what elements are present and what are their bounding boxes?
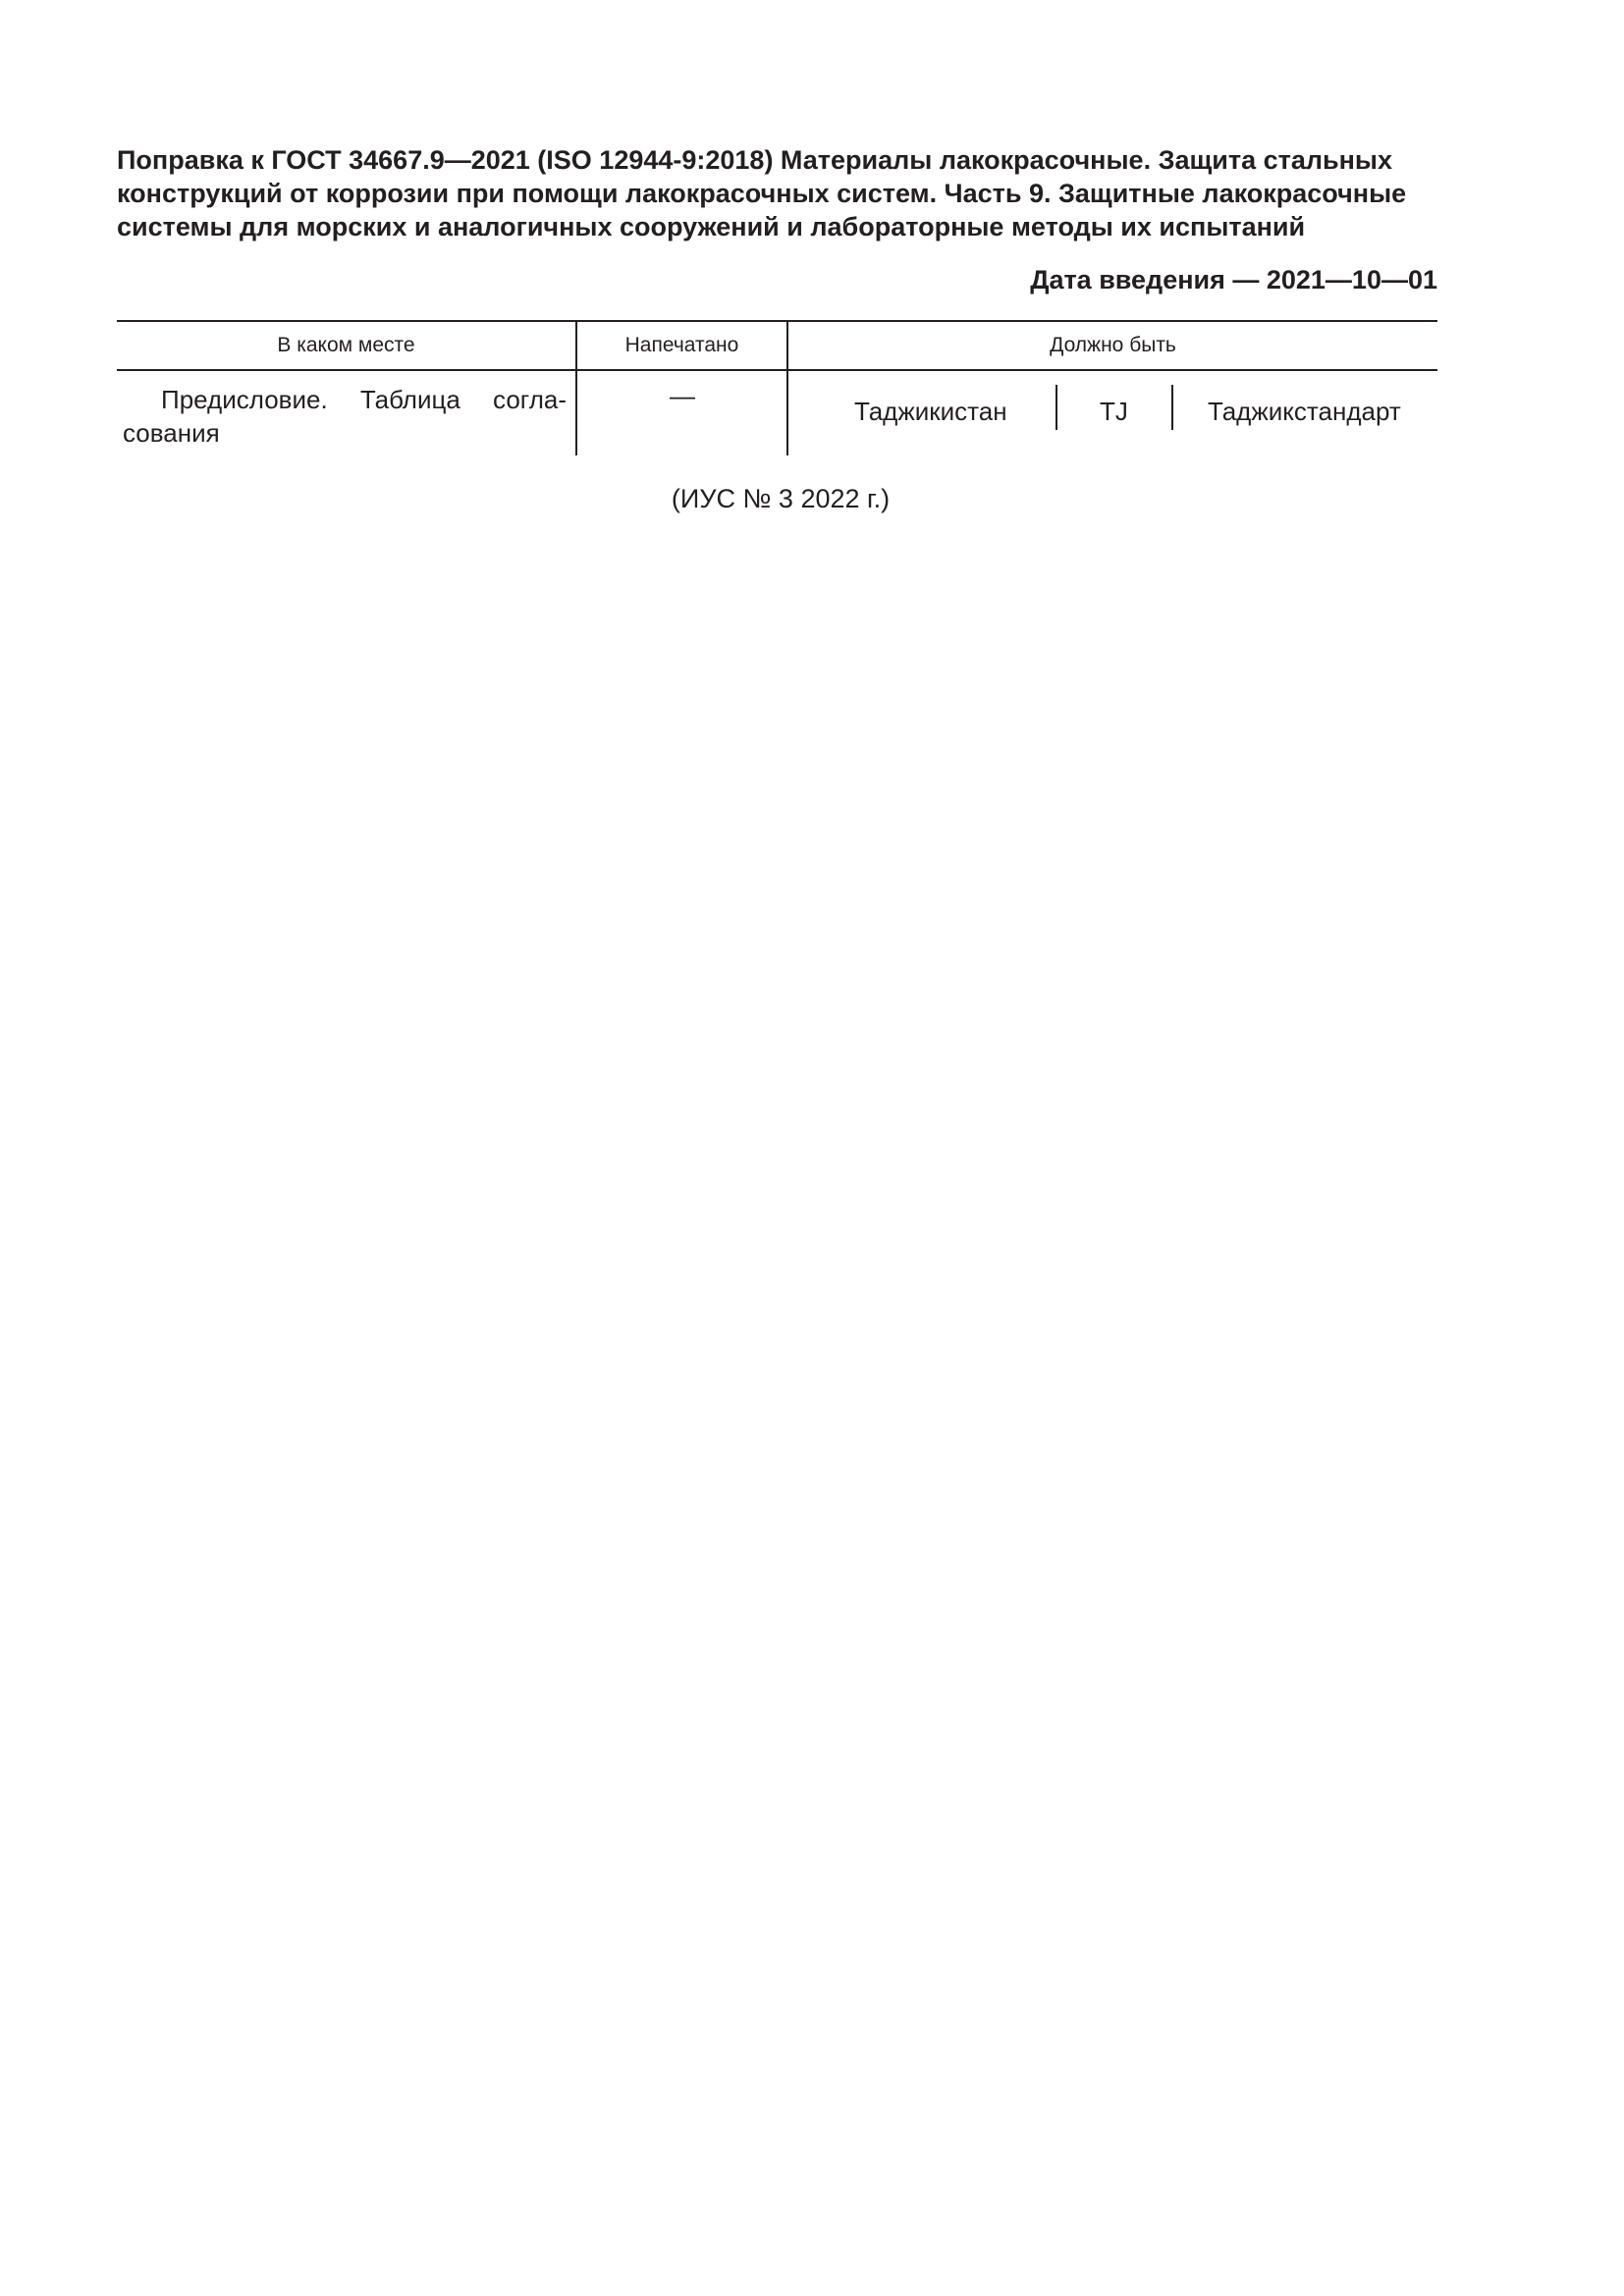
header-place: В каком месте bbox=[277, 334, 415, 356]
table-top-rule bbox=[117, 320, 1437, 322]
should-be-organization: Таджикстандарт bbox=[1208, 397, 1401, 426]
should-be-divider bbox=[1056, 385, 1057, 430]
place-word: Предисловие. bbox=[161, 385, 328, 414]
table-row-printed-cell: — bbox=[670, 381, 695, 410]
should-be-country: Таджикистан bbox=[854, 397, 1007, 426]
should-be-code: TJ bbox=[1100, 397, 1128, 426]
header-should-be: Должно быть bbox=[1050, 334, 1176, 356]
place-line: сования bbox=[123, 418, 220, 448]
place-word: согла- bbox=[493, 385, 567, 414]
publication-source: (ИУС № 3 2022 г.) bbox=[671, 484, 891, 513]
should-be-divider bbox=[1171, 385, 1173, 430]
amendment-table bbox=[117, 320, 1437, 455]
place-line bbox=[123, 383, 567, 416]
title-line: Поправка к ГОСТ 34667.9—2021 (ISO 12944-9:2018) Материалы лакокрасочные. Защита стальных bbox=[117, 145, 1393, 175]
title-line: конструкций от коррозии при помощи лакокрасочных систем. Часть 9. Защитные лакокрасочные bbox=[117, 179, 1407, 208]
introduction-date: Дата введения — 2021—10—01 bbox=[1030, 265, 1437, 294]
table-header-rule bbox=[117, 369, 1437, 371]
table-row-place-cell bbox=[123, 383, 567, 450]
title-line: системы для морских и аналогичных сооружений и лабораторные методы их испытаний bbox=[117, 212, 1306, 241]
header-printed: Напечатано bbox=[624, 334, 739, 356]
amendment-title bbox=[117, 143, 1442, 243]
place-word: Таблица bbox=[359, 385, 460, 414]
